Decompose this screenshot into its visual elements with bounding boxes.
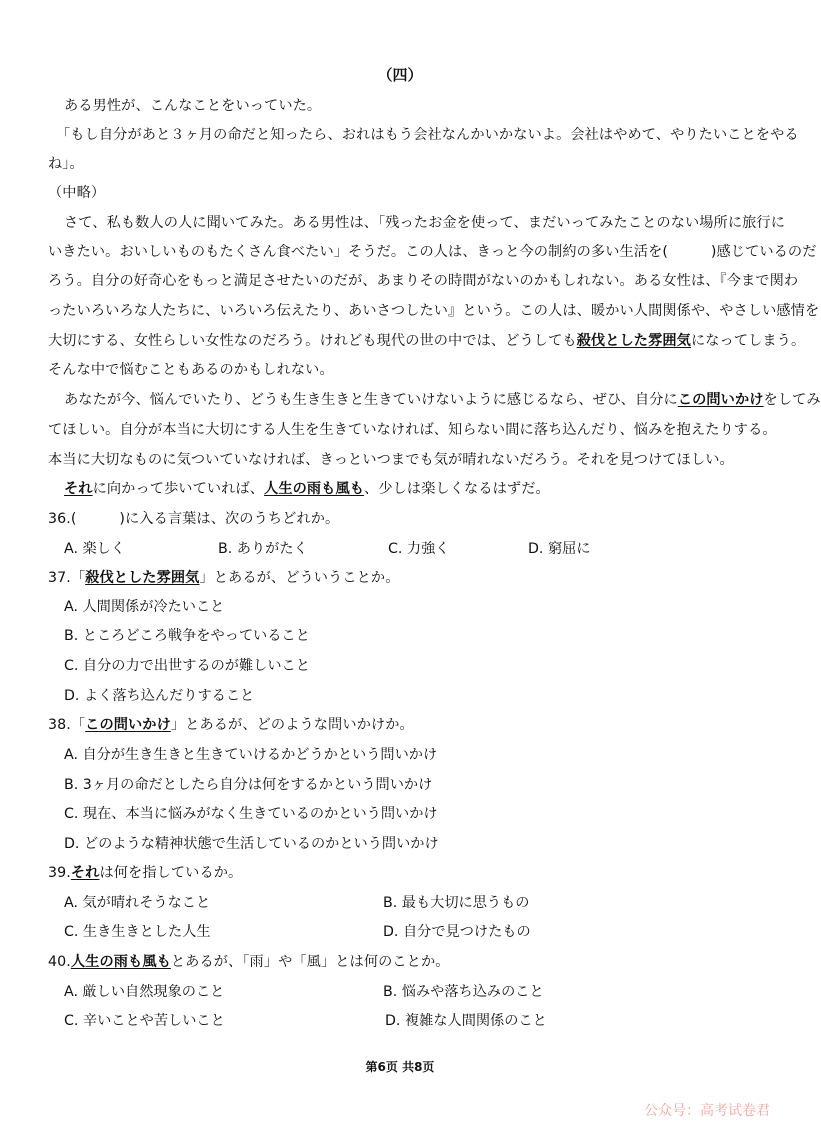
passage-line: ね」。 [48,156,84,172]
q40-option-a: A. 厳しい自然現象のこと [64,984,225,1000]
q36-option-b: B. ありがたく [218,541,308,557]
q37-option-b: B. ところどころ戦争をやっていること [64,628,310,644]
text: をしてみ [763,392,821,408]
q39-option-b: B. 最も大切に思うもの [383,895,530,911]
underlined-phrase: それ [64,481,93,497]
q38-option-d: D. どのような精神状態で生活しているのかという問いかけ [64,836,439,852]
q37-option-a: A. 人間関係が冷たいこと [64,599,225,615]
passage-line [64,479,760,499]
passage-line: 「もし自分があと３ヶ月の命だと知ったら、おれはもう会社なんかいかないよ。会社はやめて、やりたいことをやる [56,127,799,143]
passage-line: ろう。自分の好奇心をもっと満足させたいのだが、あまりその時間がないのかもしれない。ある女性は、『今まで関わ [48,273,799,289]
q37-option-c: C. 自分の力で出世するのが難しいこと [64,658,310,674]
passage-line [48,331,806,351]
text: になってしまう。 [690,333,806,349]
q40-option-d: D. 複雑な人間関係のこと [385,1013,547,1029]
text: あなたが今、悩んでいたり、どうも生き生きと生きていけないように感じるなら、ぜひ、自分に [64,392,678,408]
q38-option-b: B. 3ヶ月の命だとしたら自分は何をするかという問いかけ [64,777,433,793]
passage-line: さて、私も数人の人に聞いてみた。ある男性は、「残ったお金を使って、まだいってみたことのない場所に旅行に [64,215,785,231]
q36-option-a: A. 楽しく [64,541,126,557]
q36-option-d: D. 窮屈に [528,541,591,557]
underlined-phrase: 殺伐とした雰囲気 [85,570,200,586]
underlined-phrase: 人生の雨も風も [264,481,365,497]
watermark: 公众号：高考试卷君 [644,1103,770,1119]
q39-option-d: D. 自分で見つけたもの [383,924,531,940]
underlined-phrase: 殺伐とした雰囲気 [576,333,691,349]
text: 37.「 [48,570,86,586]
text: 」とあるが、どういうことか。 [199,570,400,586]
text: とあるが、「雨」や「風」とは何のことか。 [170,954,450,970]
passage-line: （中略） [48,185,106,201]
question-37-stem [48,568,760,588]
q38-option-c: C. 現在、本当に悩みがなく生きているのかという問いかけ [64,806,438,822]
underlined-phrase: それ [70,865,100,881]
passage-line: いきたい。おいしいものもたくさん食べたい」そうだ。この人は、きっと今の制約の多い生活を( )感じているのだ [48,244,817,260]
underlined-phrase: この問いかけ [677,392,764,408]
passage-line: 本当に大切なものに気ついていなければ、きっといつまでも気が晴れないだろう。それを見つけてほしい。 [48,452,734,468]
section-title: （四） [377,66,423,84]
text: 大切にする、女性らしい女性なのだろう。けれども現代の世の中では、どうしても [48,333,577,349]
passage-line: てほしい。自分が本当に大切にする人生を生きていなければ、知らない間に落ち込んだり、悩みを抱えたりする。 [48,422,777,438]
q40-option-c: C. 辛いことや苦しいこと [64,1013,225,1029]
text: に向かって歩いていれば、 [92,481,265,497]
q39-option-c: C. 生き生きとした人生 [64,924,211,940]
underlined-phrase: この問いかけ [85,717,171,733]
q39-option-a: A. 気が晴れそうなこと [64,895,211,911]
q40-option-b: B. 悩みや落ち込みのこと [383,984,544,1000]
q37-option-d: D. よく落ち込んだりすること [64,688,255,704]
passage-line [64,390,821,410]
text: 38.「 [48,717,86,733]
q36-option-c: C. 力強く [388,541,450,557]
text: 39. [48,865,71,881]
question-36-stem: 36.( )に入る言葉は、次のうちどれか。 [48,511,340,527]
underlined-phrase: 人生の雨も風も [70,954,171,970]
text: は何を指しているか。 [99,865,243,881]
question-39-stem [48,863,760,883]
q38-option-a: A. 自分が生き生きと生きていけるかどうかという問いかけ [64,747,438,763]
passage-line: ったいろいろな人たちに、いろいろ伝えたり、あいさつしたい』という。この人は、暖かい人間関係や、やさしい感情を [48,303,820,319]
text: 」とあるが、どのような問いかけか。 [170,717,414,733]
question-40-stem [48,952,760,972]
text: 、少しは楽しくなるはずだ。 [364,481,550,497]
question-38-stem [48,715,760,735]
passage-line: ある男性が、こんなことをいっていた。 [64,98,322,114]
page-number: 第6页 共8页 [365,1060,435,1074]
passage-line: そんな中で悩むこともあるのかもしれない。 [48,362,334,378]
text: 40. [48,954,71,970]
